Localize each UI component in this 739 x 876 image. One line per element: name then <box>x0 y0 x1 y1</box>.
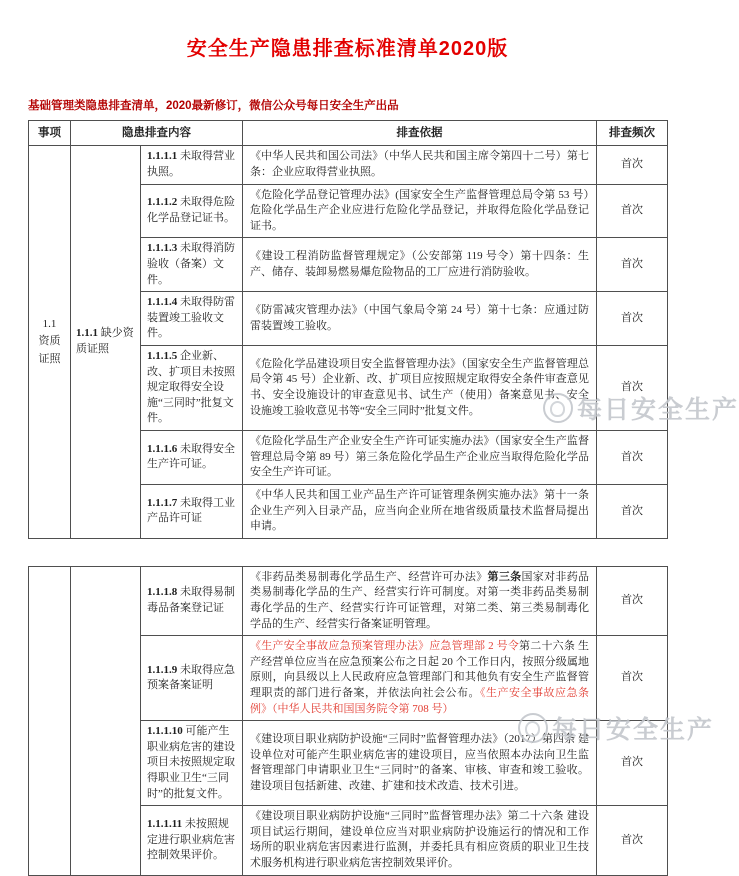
legal-citation: 《防雷减灾管理办法》（中国气象局令第 24 号）第十七条：应通过防雷装置竣工验收。 <box>250 304 589 332</box>
legal-citation: 《建设工程消防监督管理规定》（公安部第 119 号令）第十四条：生产、储存、装卸易燃易爆危险物品的工厂应进行消防验收。 <box>250 250 589 278</box>
hazard-content-cell: 1.1.1.2 未取得危险化学品登记证书。 <box>141 184 243 238</box>
basis-cell <box>243 238 597 292</box>
table-row <box>29 146 668 184</box>
hazard-content-cell: 1.1.1.4 未取得防雷装置竣工验收文件。 <box>141 292 243 346</box>
watermark-text: 每日安全生产 <box>552 716 715 744</box>
frequency-cell: 首次 <box>597 184 668 238</box>
item-group-cell: 1.1 资质 证照 <box>29 146 71 538</box>
basis-cell <box>243 484 597 538</box>
hazard-content-cell: 1.1.1.7 未取得工业产品许可证 <box>141 484 243 538</box>
hazard-content-cell: 1.1.1.6 未取得安全生产许可证。 <box>141 431 243 485</box>
table-header-row <box>29 121 668 146</box>
header-content: 隐患排查内容 <box>71 121 243 146</box>
legal-citation: 《建设项目职业病防护设施“三同时”监督管理办法》第二十六条 建设项目试运行期间，建设单位应当对职业病防护设施运行的情况和工作场所的职业病危害因素进行监测，并委托具有相应资质的职业卫生技术服务机构进行职业病危害控制效果评价。 <box>250 810 589 870</box>
legal-citation: 《中华人民共和国公司法》（中华人民共和国主席令第四十二号）第七条：企业应取得营业执照。 <box>250 150 589 178</box>
frequency-cell: 首次 <box>597 806 668 875</box>
frequency-cell: 首次 <box>597 146 668 184</box>
legal-citation: 《中华人民共和国工业产品生产许可证管理条例实施办法》第十一条 企业生产列入目录产品，应当向企业所在地省级质量技术监督局提出申请。 <box>250 488 589 533</box>
header-frequency: 排查频次 <box>597 121 668 146</box>
hazard-content-cell: 1.1.1.3 未取得消防验收（备案）文件。 <box>141 238 243 292</box>
frequency-cell: 首次 <box>597 292 668 346</box>
hazard-content-cell: 1.1.1.8 未取得易制毒品备案登记证 <box>141 566 243 635</box>
hazard-table-block2 <box>28 566 668 876</box>
basis-cell <box>243 721 597 806</box>
subcategory-cell: 1.1.1 缺少资质证照 <box>71 146 141 538</box>
hazard-content-cell: 1.1.1.1 未取得营业执照。 <box>141 146 243 184</box>
legal-citation: 《危险化学品建设项目安全监督管理办法》（国家安全生产监督管理总局令第 45 号）企业新、改、扩项目应按照规定取得安全条件审查意见书、安全设施设计的审查意见书、试生产（使用）备案意见书、安全设施竣工验收意见书等“安全三同时”批复文件。 <box>250 357 589 417</box>
basis-cell <box>243 636 597 721</box>
frequency-cell: 首次 <box>597 238 668 292</box>
header-item: 事项 <box>29 121 71 146</box>
hazard-table-block1 <box>28 120 668 539</box>
legal-citation: 第二十六条 生产经营单位应当在应急预案公布之日起 20 个工作日内，按照分级属地原则，向县级以上人民政府应急管理部门和其他负有安全生产监督管理职责的部门进行备案，并依法向社会公布。 <box>250 640 590 699</box>
basis-cell <box>243 292 597 346</box>
legal-citation-red: 《生产安全事故应急预案管理办法》应急管理部 2 号令 <box>250 640 520 653</box>
legal-citation: 《非药品类易制毒化学品生产、经营许可办法》 <box>250 570 488 583</box>
basis-cell <box>243 146 597 184</box>
frequency-cell: 首次 <box>597 566 668 635</box>
hazard-content-cell: 1.1.1.10 可能产生职业病危害的建设项目未按照规定取得职业卫生“三同时”的批复文件。 <box>141 721 243 806</box>
legal-citation: 第三条 <box>487 570 522 583</box>
legal-citation: 《危险化学品登记管理办法》(国家安全生产监督管理总局令第 53 号）危险化学品生产企业应进行危险化学品登记，并取得危险化学品登记证书。 <box>250 188 589 232</box>
watermark-text: 每日安全生产 <box>577 396 739 424</box>
basis-cell <box>243 346 597 431</box>
frequency-cell: 首次 <box>597 636 668 721</box>
hazard-content-cell: 1.1.1.5 企业新、改、扩项目未按照规定取得安全设施“三同时”批复文件。 <box>141 346 243 431</box>
hazard-content-cell: 1.1.1.9 未取得应急预案备案证明 <box>141 636 243 721</box>
frequency-cell: 首次 <box>597 721 668 806</box>
legal-citation: 国家对非药品类易制毒化学品的生产、经营实行许可制度。对第一类非药品类易制毒化学品的生产、经营实行许可证管理，对第二类、第三类易制毒化学品的生产、经营实行备案证明管理。 <box>250 570 590 630</box>
frequency-cell: 首次 <box>597 484 668 538</box>
legal-citation: 《建设项目职业病防护设施“三同时”监督管理办法》（2017）第四条 建设单位对可能产生职业病危害的建设项目，应当依照本办法向卫生监督管理部门申请职业卫生“三同时”的备案、审核、审查和竣工验收。建设项目包括新建、改建、扩建和技术改造、技术引进。 <box>250 733 589 792</box>
page-subtitle: 基础管理类隐患排查清单，2020最新修订，微信公众号每日安全生产出品 <box>28 100 399 112</box>
header-basis: 排查依据 <box>243 121 597 146</box>
frequency-cell: 首次 <box>597 431 668 485</box>
page-title: 安全生产隐患排查标准清单2020版 <box>186 38 509 60</box>
item-group-continuation-cell <box>29 566 71 875</box>
hazard-content-cell: 1.1.1.11 未按照规定进行职业病危害控制效果评价。 <box>141 806 243 875</box>
frequency-cell: 首次 <box>597 346 668 431</box>
legal-citation-red: 《生产安全事故应急条例》（中华人民共和国国务院令第 708 号） <box>250 687 589 715</box>
basis-cell <box>243 431 597 485</box>
legal-citation: 《危险化学品生产企业安全生产许可证实施办法》（国家安全生产监督管理总局令第 89 号）第三条危险化学品生产企业应当取得危险化学品安全生产许可证。 <box>250 435 589 479</box>
basis-cell <box>243 806 597 875</box>
table-row <box>29 566 668 635</box>
basis-cell <box>243 184 597 238</box>
basis-cell <box>243 566 597 635</box>
subcategory-continuation-cell <box>71 566 141 875</box>
